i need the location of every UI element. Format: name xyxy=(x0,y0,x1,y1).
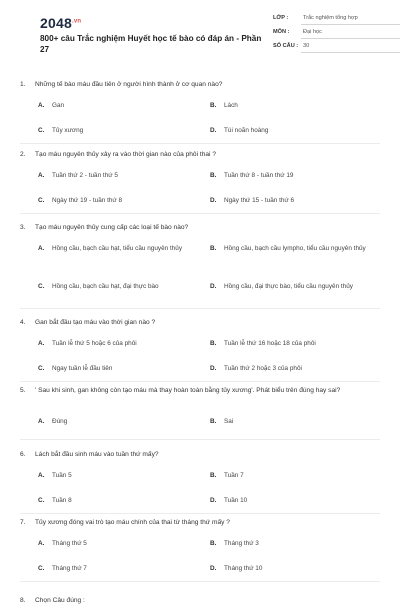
question-divider xyxy=(20,308,380,309)
question-text xyxy=(20,80,380,90)
meta-label: SỐ CÂU : xyxy=(273,43,299,49)
question-5 xyxy=(20,386,380,425)
meta-value: 30 xyxy=(303,43,310,49)
option-letter: B. xyxy=(210,340,217,347)
meta-row xyxy=(273,26,400,40)
option-text: Tuần thứ 2 - tuần thứ 5 xyxy=(52,172,118,179)
option-letter: C. xyxy=(38,365,45,372)
meta-row xyxy=(273,40,400,54)
question-number: 2. xyxy=(20,151,26,158)
option-letter: D. xyxy=(210,365,217,372)
question-7 xyxy=(20,518,380,572)
question-text xyxy=(20,386,380,396)
question-divider xyxy=(20,381,380,382)
option-text: Tháng thứ 7 xyxy=(52,565,87,572)
option-text: Gan xyxy=(52,102,65,109)
question-body: ' Sau khi sinh, gan không còn tạo máu mà thay hoàn toàn bằng tủy xương'. Phát biểu trên đúng hay sai? xyxy=(35,387,341,394)
question-number: 6. xyxy=(20,451,26,458)
meta-label: LỚP : xyxy=(273,15,289,21)
option-text: Ngày thứ 15 - tuần thứ 6 xyxy=(224,197,295,204)
option-text: Hồng cầu, đại thực bào, tiểu cầu nguyên thủy xyxy=(224,283,353,290)
option-letter: A. xyxy=(38,418,45,425)
answer-option-d[interactable] xyxy=(210,196,375,205)
option-letter: B. xyxy=(210,172,217,179)
question-3 xyxy=(20,223,380,290)
answer-option-a[interactable] xyxy=(38,171,203,180)
option-text: Đúng xyxy=(52,418,68,425)
meta-underline xyxy=(301,52,400,53)
answer-option-b[interactable] xyxy=(210,417,375,426)
option-text: Tuần lễ thứ 16 hoặc 18 của phôi xyxy=(224,340,316,347)
option-text: Tuần 7 xyxy=(224,472,244,479)
question-text xyxy=(20,450,380,460)
option-text: Tuần 8 xyxy=(52,497,72,504)
question-divider xyxy=(20,143,380,144)
answer-option-b[interactable] xyxy=(210,339,375,348)
question-divider xyxy=(20,439,380,440)
question-number: 8. xyxy=(20,597,26,604)
option-letter: B. xyxy=(210,245,217,252)
answer-option-d[interactable] xyxy=(210,364,375,373)
answer-option-b[interactable] xyxy=(210,244,375,262)
meta-underline xyxy=(301,24,400,25)
document-meta xyxy=(273,12,400,54)
option-text: Sai xyxy=(224,418,234,425)
answer-option-c[interactable] xyxy=(38,282,203,300)
option-letter: A. xyxy=(38,102,45,109)
option-letter: D. xyxy=(210,283,217,290)
question-number: 3. xyxy=(20,224,26,231)
question-text xyxy=(20,596,380,606)
option-letter: A. xyxy=(38,172,45,179)
answer-option-a[interactable] xyxy=(38,244,203,262)
question-divider xyxy=(20,213,380,214)
document-header xyxy=(20,0,380,70)
question-2 xyxy=(20,150,380,204)
question-divider xyxy=(20,513,380,514)
answer-option-d[interactable] xyxy=(210,126,375,135)
option-text: Ngày thứ 19 - tuần thứ 8 xyxy=(52,197,123,204)
question-text xyxy=(20,150,380,160)
option-text: Tuần 5 xyxy=(52,472,72,479)
option-letter: A. xyxy=(38,540,45,547)
question-divider xyxy=(20,581,380,582)
option-text: Tuần thứ 2 hoặc 3 của phôi xyxy=(224,365,302,372)
question-text xyxy=(20,318,380,328)
option-text: Tuần thứ 8 - tuần thứ 19 xyxy=(224,172,294,179)
question-body: Những tế bào máu đầu tiên ở người hình thành ở cơ quan nào? xyxy=(35,81,223,88)
option-letter: C. xyxy=(38,497,45,504)
option-letter: A. xyxy=(38,472,45,479)
question-number: 7. xyxy=(20,519,26,526)
meta-label: MÔN : xyxy=(273,29,290,35)
option-letter: A. xyxy=(38,340,45,347)
question-1 xyxy=(20,80,380,134)
option-letter: D. xyxy=(210,127,217,134)
option-text: Tháng thứ 5 xyxy=(52,540,87,547)
question-text xyxy=(20,518,380,528)
option-text: Tháng thứ 3 xyxy=(224,540,259,547)
option-letter: A. xyxy=(38,245,45,252)
answer-option-c[interactable] xyxy=(38,196,203,205)
answer-option-a[interactable] xyxy=(38,471,203,480)
answer-option-b[interactable] xyxy=(210,101,375,110)
option-text: Hồng cầu, bạch cầu hạt, đại thực bào xyxy=(52,283,159,290)
option-letter: B. xyxy=(210,418,217,425)
option-letter: D. xyxy=(210,197,217,204)
meta-value: Trắc nghiệm tổng hợp xyxy=(303,15,358,21)
question-text xyxy=(20,223,380,233)
option-text: Hồng cầu, bạch cầu hạt, tiểu cầu nguyên thủy xyxy=(52,245,183,252)
question-8 xyxy=(20,596,380,606)
answer-option-d[interactable] xyxy=(210,496,375,505)
answer-option-b[interactable] xyxy=(210,171,375,180)
meta-underline xyxy=(301,38,400,39)
option-letter: C. xyxy=(38,283,45,290)
question-body: Gan bắt đầu tạo máu vào thời gian nào ? xyxy=(35,319,156,326)
option-text: Tuần lễ thứ 5 hoặc 6 của phôi xyxy=(52,340,137,347)
option-letter: D. xyxy=(210,565,217,572)
question-body: Chọn Câu đúng : xyxy=(35,597,85,604)
option-letter: C. xyxy=(38,127,45,134)
option-text: Ngay tuần lễ đầu tiên xyxy=(52,365,113,372)
answer-option-c[interactable] xyxy=(38,126,203,135)
answer-option-d[interactable] xyxy=(210,564,375,573)
answer-option-a[interactable] xyxy=(38,339,203,348)
meta-row xyxy=(273,12,400,26)
option-letter: C. xyxy=(38,197,45,204)
option-letter: D. xyxy=(210,497,217,504)
answer-option-c[interactable] xyxy=(38,364,203,373)
question-body: Tạo máu nguyên thủy cung cấp các loại tế bào nào? xyxy=(35,224,189,231)
option-letter: B. xyxy=(210,102,217,109)
answer-option-a[interactable] xyxy=(38,539,203,548)
option-letter: C. xyxy=(38,565,45,572)
option-text: Lách xyxy=(224,102,238,109)
answer-option-b[interactable] xyxy=(210,471,375,480)
answer-option-c[interactable] xyxy=(38,496,203,505)
question-number: 1. xyxy=(20,81,26,88)
answer-option-d[interactable] xyxy=(210,282,375,300)
option-text: Tuần 10 xyxy=(224,497,248,504)
option-letter: B. xyxy=(210,472,217,479)
answer-option-c[interactable] xyxy=(38,564,203,573)
question-body: Tạo máu nguyên thủy xảy ra vào thời gian nào của phôi thai ? xyxy=(35,151,217,158)
question-number: 4. xyxy=(20,319,26,326)
answer-option-a[interactable] xyxy=(38,101,203,110)
meta-value: Đại học xyxy=(303,29,322,35)
answer-option-b[interactable] xyxy=(210,539,375,548)
question-4 xyxy=(20,318,380,372)
option-text: Tủy xương xyxy=(52,127,84,134)
option-text: Hồng cầu, bạch cầu lympho, tiểu cầu nguyên thủy xyxy=(224,245,366,252)
question-6 xyxy=(20,450,380,504)
option-text: Tháng thứ 10 xyxy=(224,565,263,572)
answer-option-a[interactable] xyxy=(38,417,203,426)
site-logo[interactable]: $2048^{.vn}$ xyxy=(40,15,82,31)
option-text: Túi noãn hoàng xyxy=(224,127,269,134)
question-body: Tủy xương đóng vai trò tạo máu chính của thai từ tháng thứ mấy ? xyxy=(35,519,230,526)
option-letter: B. xyxy=(210,540,217,547)
question-body: Lách bắt đầu sinh máu vào tuần thứ mấy? xyxy=(35,451,159,458)
document-title: 800+ câu Trắc nghiệm Huyết học tế bào có đáp án - Phần 27 xyxy=(40,34,262,54)
question-number: 5. xyxy=(20,387,26,394)
